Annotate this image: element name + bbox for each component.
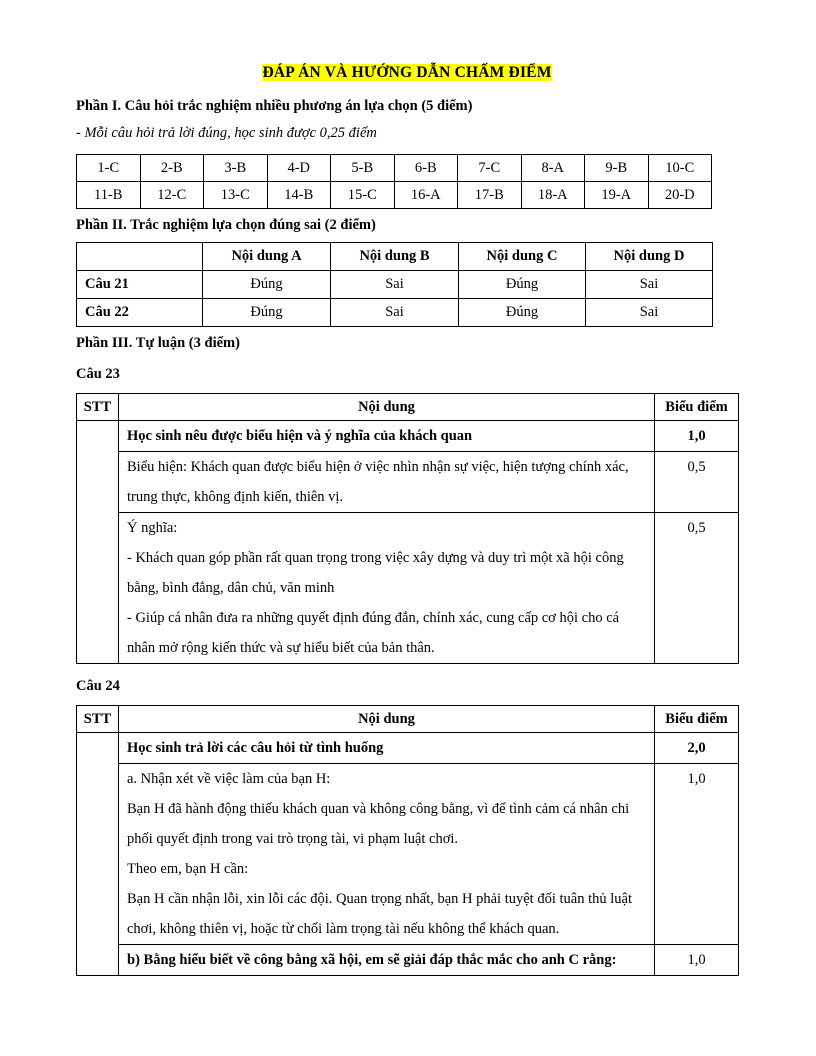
- answer-content: [119, 733, 655, 764]
- part1-answer-table: [76, 154, 712, 209]
- header-cell: Nội dung A: [203, 243, 331, 271]
- answer-cell: 7-C: [458, 155, 522, 182]
- answer-content: [119, 764, 655, 945]
- table-row: [77, 299, 713, 327]
- paragraph: Theo em, bạn H cần:: [127, 861, 249, 877]
- header-cell: Nội dung B: [331, 243, 459, 271]
- table-row: [77, 271, 713, 299]
- header-cell-stt: STT: [77, 706, 119, 733]
- paragraph: a. Nhận xét về việc làm của bạn H:: [127, 771, 331, 787]
- answer-cell: 18-A: [521, 182, 585, 209]
- question-label: Câu 22: [77, 299, 203, 327]
- answer-cell: 16-A: [394, 182, 458, 209]
- header-cell-points: Biểu điểm: [655, 706, 739, 733]
- tf-value: Đúng: [459, 299, 586, 327]
- answer-cell: 5-B: [331, 155, 395, 182]
- answer-cell: 14-B: [267, 182, 331, 209]
- points-cell: 0,5: [655, 452, 739, 513]
- table-header-row: [77, 243, 713, 271]
- part1-note: - Mỗi câu hỏi trả lời đúng, học sinh được 0,25 điểm: [76, 125, 377, 141]
- answer-cell: 1-C: [77, 155, 141, 182]
- answer-cell: 3-B: [204, 155, 268, 182]
- answer-content: [119, 421, 655, 452]
- tf-value: Đúng: [203, 299, 331, 327]
- paragraph: - Giúp cá nhân đưa ra những quyết định đúng đắn, chính xác, cung cấp cơ hội cho cá nhân mở rộng kiến thức và sự hiểu biết của bản thân.: [127, 610, 620, 656]
- paragraph: Học sinh nêu được biểu hiện và ý nghĩa của khách quan: [127, 428, 473, 444]
- table-header-row: [77, 394, 739, 421]
- paragraph: Học sinh trả lời các câu hỏi từ tình huống: [127, 740, 384, 756]
- question-label: Câu 21: [77, 271, 203, 299]
- answer-cell: 11-B: [77, 182, 141, 209]
- table-row: [77, 421, 739, 452]
- table-row: [77, 945, 739, 976]
- answer-cell: 13-C: [204, 182, 268, 209]
- answer-cell: 15-C: [331, 182, 395, 209]
- answer-cell: 20-D: [648, 182, 712, 209]
- answer-row: [77, 155, 712, 182]
- header-cell-points: Biểu điểm: [655, 394, 739, 421]
- tf-value: Đúng: [203, 271, 331, 299]
- document-title: ĐÁP ÁN VÀ HƯỚNG DẪN CHẤM ĐIỂM: [262, 64, 552, 81]
- answer-cell: 8-A: [521, 155, 585, 182]
- answer-cell: 9-B: [585, 155, 649, 182]
- answer-cell: 6-B: [394, 155, 458, 182]
- points-cell: 1,0: [655, 421, 739, 452]
- tf-value: Sai: [331, 271, 459, 299]
- table-row: [77, 513, 739, 664]
- part3-heading: Phần III. Tự luận (3 điểm): [76, 335, 240, 351]
- question-24-table: [76, 705, 739, 976]
- answer-row: [77, 182, 712, 209]
- paragraph: Ý nghĩa:: [127, 520, 178, 536]
- paragraph: - Khách quan góp phần rất quan trọng trong việc xây dựng và duy trì một xã hội công bằng, bình đẳng, dân chủ, văn minh: [127, 550, 624, 596]
- answer-cell: 4-D: [267, 155, 331, 182]
- header-cell: Nội dung C: [459, 243, 586, 271]
- table-row: [77, 764, 739, 945]
- part1-heading: Phần I. Câu hỏi trắc nghiệm nhiều phương án lựa chọn (5 điểm): [76, 98, 473, 114]
- answer-cell: 19-A: [585, 182, 649, 209]
- points-cell: 1,0: [655, 945, 739, 976]
- header-cell-content: Nội dung: [119, 394, 655, 421]
- table-header-row: [77, 706, 739, 733]
- title-row: [76, 64, 738, 82]
- part2-heading: Phần II. Trắc nghiệm lựa chọn đúng sai (2 điểm): [76, 217, 376, 233]
- header-cell-blank: [77, 243, 203, 271]
- table-row: [77, 452, 739, 513]
- question-23-table: [76, 393, 739, 664]
- paragraph: Bạn H cần nhận lỗi, xin lỗi các đội. Quan trọng nhất, bạn H phải tuyệt đối tuân thủ luật chơi, không thiên vị, hoặc từ chối làm trọng tài nếu không thể khách quan.: [127, 891, 632, 937]
- answer-cell: 12-C: [140, 182, 204, 209]
- paragraph: Bạn H đã hành động thiếu khách quan và không công bằng, vì để tình cảm cá nhân chi phối quyết định trong vai trò trọng tài, vi phạm luật chơi.: [127, 801, 630, 847]
- points-cell: 2,0: [655, 733, 739, 764]
- answer-content: [119, 452, 655, 513]
- part2-true-false-table: [76, 242, 713, 327]
- answer-cell: 17-B: [458, 182, 522, 209]
- header-cell-stt: STT: [77, 394, 119, 421]
- question-24-label: Câu 24: [76, 678, 120, 694]
- header-cell: Nội dung D: [586, 243, 713, 271]
- paragraph: b) Bằng hiểu biết về công bằng xã hội, em sẽ giải đáp thắc mắc cho anh C rằng:: [127, 952, 617, 968]
- tf-value: Sai: [331, 299, 459, 327]
- points-cell: 1,0: [655, 764, 739, 945]
- stt-cell: [77, 733, 119, 976]
- tf-value: Đúng: [459, 271, 586, 299]
- points-cell: 0,5: [655, 513, 739, 664]
- tf-value: Sai: [586, 299, 713, 327]
- stt-cell: [77, 421, 119, 664]
- answer-cell: 2-B: [140, 155, 204, 182]
- question-23-label: Câu 23: [76, 366, 120, 382]
- answer-content: [119, 945, 655, 976]
- header-cell-content: Nội dung: [119, 706, 655, 733]
- answer-content: [119, 513, 655, 664]
- paragraph: Biểu hiện: Khách quan được biểu hiện ở việc nhìn nhận sự việc, hiện tượng chính xác, trung thực, không định kiến, thiên vị.: [127, 459, 629, 505]
- answer-cell: 10-C: [648, 155, 712, 182]
- table-row: [77, 733, 739, 764]
- tf-value: Sai: [586, 271, 713, 299]
